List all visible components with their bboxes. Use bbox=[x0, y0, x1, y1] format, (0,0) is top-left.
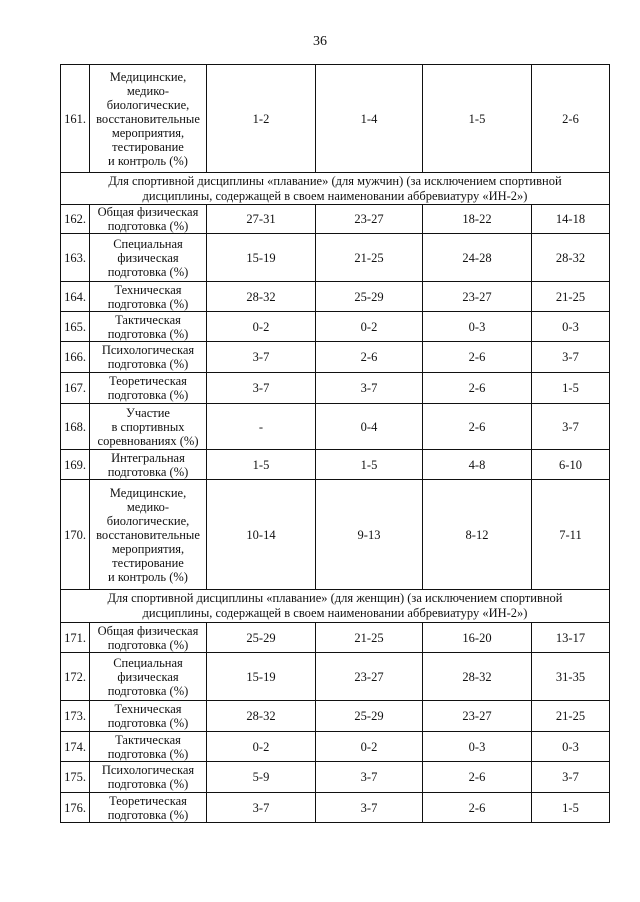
indicator-name-line: подготовка (%) bbox=[107, 716, 189, 730]
indicator-name-line: Тактическая bbox=[115, 312, 181, 327]
value-cell: 25-29 bbox=[207, 623, 316, 653]
value-cell: 15-19 bbox=[207, 653, 316, 701]
table-row bbox=[61, 793, 610, 823]
value-cell: 1-5 bbox=[423, 65, 532, 173]
value-cell: 23-27 bbox=[316, 653, 423, 701]
value-cell: 28-32 bbox=[207, 282, 316, 312]
value-cell: 1-5 bbox=[532, 793, 610, 823]
indicator-name-line: Теоретическая bbox=[109, 374, 187, 388]
value-cell: 2-6 bbox=[423, 404, 532, 450]
value-cell: 3-7 bbox=[532, 404, 610, 450]
value-cell: 18-22 bbox=[423, 205, 532, 234]
row-number: 174. bbox=[61, 732, 90, 762]
section-header-line: дисциплины, содержащей в своем наименовании аббревиатуру «ИН-2») bbox=[142, 606, 528, 620]
row-number: 165. bbox=[61, 312, 90, 342]
value-cell: 4-8 bbox=[423, 450, 532, 480]
indicator-name-line: медико- bbox=[126, 499, 170, 514]
indicator-name bbox=[90, 312, 207, 342]
value-cell: 16-20 bbox=[423, 623, 532, 653]
indicator-name-line: и контроль (%) bbox=[108, 569, 188, 584]
indicator-name bbox=[90, 205, 207, 234]
indicator-name bbox=[90, 793, 207, 823]
value-cell: - bbox=[207, 404, 316, 450]
row-number: 173. bbox=[61, 701, 90, 732]
indicator-name bbox=[90, 701, 207, 732]
indicator-name bbox=[90, 623, 207, 653]
section-header-line: Для спортивной дисциплины «плавание» (для женщин) (за исключением спортивной bbox=[107, 591, 563, 605]
value-cell: 2-6 bbox=[423, 762, 532, 793]
indicator-name-line: Общая физическая bbox=[97, 205, 199, 219]
indicator-name-line: подготовка (%) bbox=[107, 807, 189, 822]
row-number: 170. bbox=[61, 480, 90, 590]
value-cell: 0-3 bbox=[423, 732, 532, 762]
value-cell: 1-5 bbox=[207, 450, 316, 480]
value-cell: 23-27 bbox=[316, 205, 423, 234]
value-cell: 9-13 bbox=[316, 480, 423, 590]
value-cell: 21-25 bbox=[316, 234, 423, 282]
indicator-name-line: подготовка (%) bbox=[107, 264, 189, 279]
value-cell: 21-25 bbox=[316, 623, 423, 653]
indicator-name-line: биологические, bbox=[106, 97, 190, 112]
indicator-name-line: в спортивных bbox=[111, 419, 185, 434]
table-row bbox=[61, 480, 610, 590]
value-cell: 1-5 bbox=[532, 373, 610, 404]
indicator-name-line: восстановительные bbox=[96, 527, 200, 542]
table-row bbox=[61, 234, 610, 282]
value-cell: 0-3 bbox=[532, 312, 610, 342]
value-cell: 23-27 bbox=[423, 701, 532, 732]
indicator-name-line: Медицинские, bbox=[109, 69, 187, 84]
value-cell: 0-2 bbox=[207, 312, 316, 342]
table-row bbox=[61, 404, 610, 450]
indicator-name-line: восстановительные bbox=[96, 111, 200, 126]
value-cell: 2-6 bbox=[316, 342, 423, 373]
value-cell: 2-6 bbox=[532, 65, 610, 173]
value-cell: 13-17 bbox=[532, 623, 610, 653]
indicator-name-line: подготовка (%) bbox=[107, 637, 189, 652]
indicator-name-line: Общая физическая bbox=[97, 623, 199, 638]
row-number: 171. bbox=[61, 623, 90, 653]
value-cell: 3-7 bbox=[316, 762, 423, 793]
indicator-name bbox=[90, 234, 207, 282]
indicator-name-line: Техническая bbox=[114, 282, 182, 297]
indicator-name-line: Психологическая bbox=[101, 343, 195, 357]
value-cell: 28-32 bbox=[207, 701, 316, 732]
indicator-name-line: соревнованиях (%) bbox=[97, 433, 199, 448]
table-row bbox=[61, 282, 610, 312]
row-number: 172. bbox=[61, 653, 90, 701]
table-row bbox=[61, 373, 610, 404]
section-header-line: Для спортивной дисциплины «плавание» (для мужчин) (за исключением спортивной bbox=[108, 173, 562, 188]
indicator-name-line: тестирование bbox=[112, 555, 184, 570]
row-number: 169. bbox=[61, 450, 90, 480]
value-cell: 3-7 bbox=[532, 762, 610, 793]
indicator-name-line: тестирование bbox=[112, 139, 184, 154]
value-cell: 3-7 bbox=[316, 793, 423, 823]
indicator-name bbox=[90, 282, 207, 312]
table-row bbox=[61, 342, 610, 373]
indicator-name-line: Специальная bbox=[113, 655, 183, 670]
value-cell: 5-9 bbox=[207, 762, 316, 793]
table-row bbox=[61, 312, 610, 342]
value-cell: 2-6 bbox=[423, 373, 532, 404]
indicator-name-line: Теоретическая bbox=[109, 793, 187, 808]
indicator-name-line: мероприятия, bbox=[111, 541, 185, 556]
indicator-name-line: Участие bbox=[126, 405, 170, 420]
indicator-name-line: биологические, bbox=[106, 513, 190, 528]
value-cell: 1-2 bbox=[207, 65, 316, 173]
value-cell: 3-7 bbox=[207, 793, 316, 823]
row-number: 163. bbox=[61, 234, 90, 282]
value-cell: 8-12 bbox=[423, 480, 532, 590]
indicator-name-line: Техническая bbox=[114, 702, 182, 716]
value-cell: 23-27 bbox=[423, 282, 532, 312]
indicator-name-line: подготовка (%) bbox=[107, 357, 189, 371]
indicator-name bbox=[90, 65, 207, 173]
table-row bbox=[61, 623, 610, 653]
value-cell: 0-4 bbox=[316, 404, 423, 450]
table-row bbox=[61, 701, 610, 732]
indicator-name-line: и контроль (%) bbox=[108, 153, 188, 168]
value-cell: 10-14 bbox=[207, 480, 316, 590]
training-ratio-table bbox=[60, 64, 610, 823]
value-cell: 0-2 bbox=[316, 312, 423, 342]
section-header-row bbox=[61, 590, 610, 623]
indicator-name-line: подготовка (%) bbox=[107, 683, 189, 698]
indicator-name-line: Интегральная bbox=[111, 450, 185, 465]
value-cell: 6-10 bbox=[532, 450, 610, 480]
indicator-name-line: медико- bbox=[126, 83, 170, 98]
section-header bbox=[61, 590, 610, 623]
indicator-name-line: подготовка (%) bbox=[107, 746, 189, 761]
value-cell: 31-35 bbox=[532, 653, 610, 701]
value-cell: 3-7 bbox=[532, 342, 610, 373]
value-cell: 3-7 bbox=[207, 342, 316, 373]
table-row bbox=[61, 762, 610, 793]
indicator-name-line: подготовка (%) bbox=[107, 388, 189, 402]
indicator-name-line: физическая bbox=[117, 669, 179, 684]
value-cell: 15-19 bbox=[207, 234, 316, 282]
indicator-name-line: подготовка (%) bbox=[107, 326, 189, 341]
row-number: 166. bbox=[61, 342, 90, 373]
row-number: 176. bbox=[61, 793, 90, 823]
value-cell: 28-32 bbox=[423, 653, 532, 701]
indicator-name-line: Специальная bbox=[113, 236, 183, 251]
value-cell: 25-29 bbox=[316, 282, 423, 312]
indicator-name bbox=[90, 653, 207, 701]
value-cell: 27-31 bbox=[207, 205, 316, 234]
value-cell: 2-6 bbox=[423, 342, 532, 373]
value-cell: 0-3 bbox=[532, 732, 610, 762]
row-number: 175. bbox=[61, 762, 90, 793]
value-cell: 0-3 bbox=[423, 312, 532, 342]
indicator-name bbox=[90, 450, 207, 480]
indicator-name-line: подготовка (%) bbox=[107, 464, 189, 479]
indicator-name-line: Тактическая bbox=[115, 732, 181, 747]
indicator-name-line: физическая bbox=[117, 250, 179, 265]
value-cell: 1-4 bbox=[316, 65, 423, 173]
section-header-row bbox=[61, 173, 610, 205]
indicator-name bbox=[90, 342, 207, 373]
value-cell: 21-25 bbox=[532, 282, 610, 312]
indicator-name-line: Психологическая bbox=[101, 763, 195, 777]
indicator-name bbox=[90, 762, 207, 793]
table-row bbox=[61, 205, 610, 234]
value-cell: 0-2 bbox=[207, 732, 316, 762]
indicator-name bbox=[90, 732, 207, 762]
indicator-name bbox=[90, 404, 207, 450]
page-number: 36 bbox=[313, 34, 327, 49]
value-cell: 24-28 bbox=[423, 234, 532, 282]
row-number: 164. bbox=[61, 282, 90, 312]
table-row bbox=[61, 653, 610, 701]
table-row bbox=[61, 65, 610, 173]
row-number: 167. bbox=[61, 373, 90, 404]
value-cell: 3-7 bbox=[316, 373, 423, 404]
indicator-name-line: подготовка (%) bbox=[107, 777, 189, 791]
table-row bbox=[61, 732, 610, 762]
indicator-name-line: Медицинские, bbox=[109, 485, 187, 500]
value-cell: 3-7 bbox=[207, 373, 316, 404]
value-cell: 14-18 bbox=[532, 205, 610, 234]
indicator-name-line: подготовка (%) bbox=[107, 219, 189, 233]
value-cell: 7-11 bbox=[532, 480, 610, 590]
section-header bbox=[61, 173, 610, 205]
row-number: 162. bbox=[61, 205, 90, 234]
row-number: 168. bbox=[61, 404, 90, 450]
section-header-line: дисциплины, содержащей в своем наименовании аббревиатуру «ИН-2») bbox=[142, 188, 528, 203]
table-row bbox=[61, 450, 610, 480]
value-cell: 21-25 bbox=[532, 701, 610, 732]
indicator-name bbox=[90, 373, 207, 404]
value-cell: 28-32 bbox=[532, 234, 610, 282]
value-cell: 25-29 bbox=[316, 701, 423, 732]
indicator-name bbox=[90, 480, 207, 590]
value-cell: 1-5 bbox=[316, 450, 423, 480]
value-cell: 0-2 bbox=[316, 732, 423, 762]
row-number: 161. bbox=[61, 65, 90, 173]
indicator-name-line: подготовка (%) bbox=[107, 296, 189, 311]
indicator-name-line: мероприятия, bbox=[111, 125, 185, 140]
value-cell: 2-6 bbox=[423, 793, 532, 823]
